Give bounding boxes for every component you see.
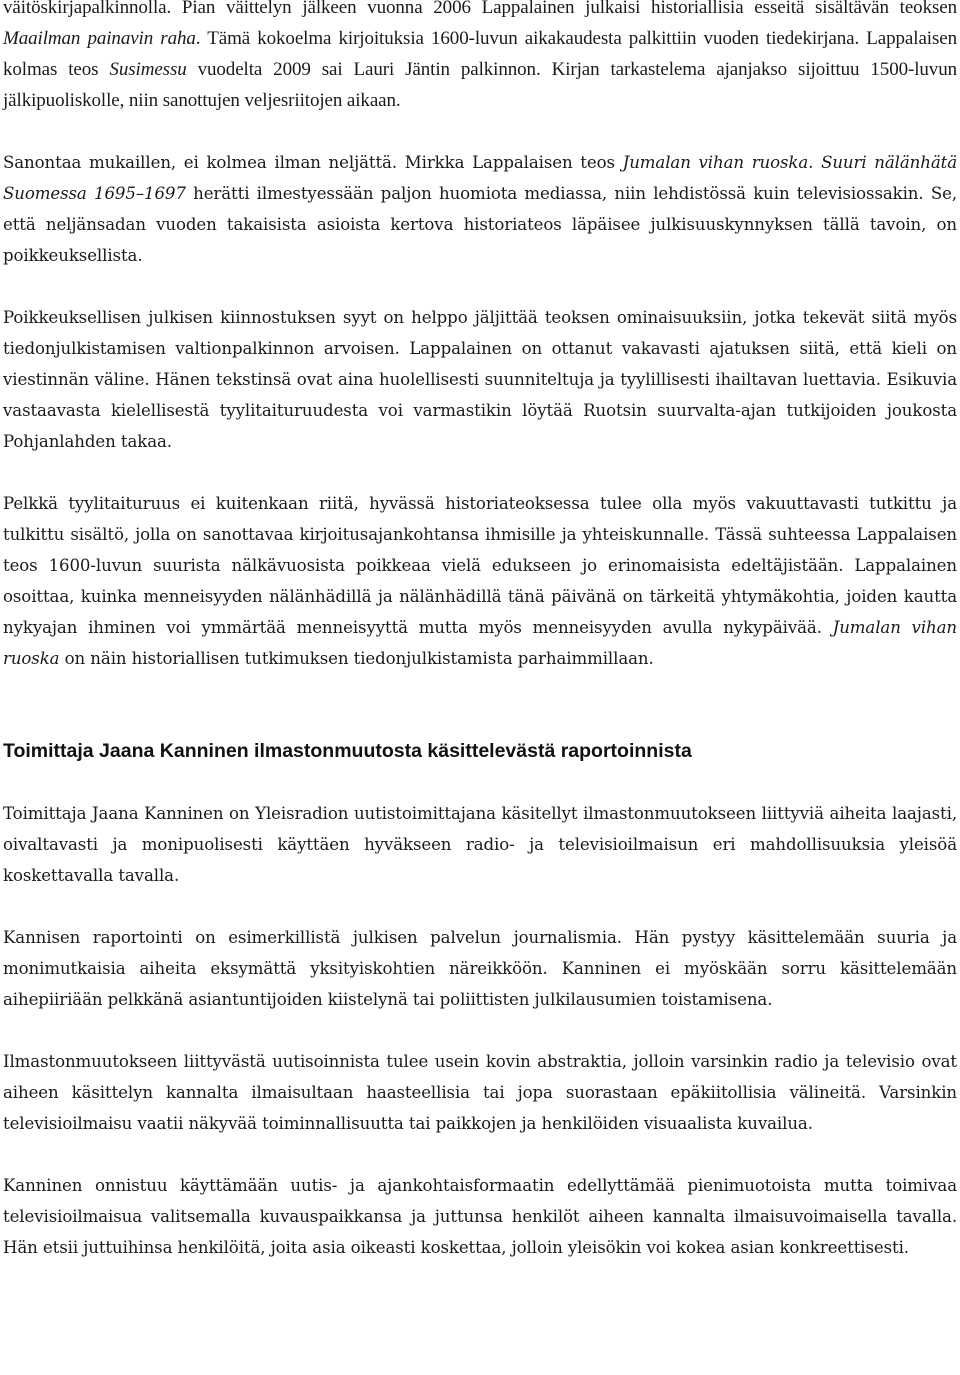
paragraph-gap (3, 1015, 957, 1046)
paragraph-gap (3, 116, 957, 147)
paragraph-kanninen-reporting: Kannisen raportointi on esimerkillistä julkisen palvelun journalismia. Hän pystyy käsittelemään suuria ja monimutkaisia aiheita eksymättä yksityiskohtien näreikköön. Kanninen ei myöskään sorru käsittelemään aihepiiriään pelkkänä asiantuntijoiden kiistelynä tai poliittisten julkilausumien toistamisena. (3, 928, 957, 1009)
text-segment: vuodelta 2009 sai Lauri Jäntin palkinnon. Kirjan tarkastelema ajanjakso sijoittuu 1500-luvun jälkipuoliskolle, niin sanottujen veljesriitojen aikaan. (3, 59, 958, 111)
book-title: Jumalan vihan ruoska (3, 618, 958, 668)
book-title: Jumalan vihan ruoska. Suuri nälänhätä Suomessa 1695–1697 (3, 153, 957, 203)
paragraph-gap (3, 1139, 957, 1170)
text-segment: . Tämä kokoelma kirjoituksia 1600-luvun aikakaudesta palkittiin vuoden tiedekirjana. Lappalaisen kolmas teos (3, 28, 957, 80)
paragraph-lappalainen-works (3, 0, 957, 116)
section-heading: Toimittaja Jaana Kanninen ilmastonmuutosta käsittelevästä raportoinnista (3, 740, 692, 762)
paragraph-gap (3, 767, 957, 798)
paragraph-jumalan-vihan-ruoska (3, 147, 957, 271)
text-segment: Pelkkä tyylitaituruus ei kuitenkaan riitä, hyvässä historiateoksessa tulee olla myös vakuuttavasti tutkittu ja tulkittu sisältö, jolla on sanottavaa kirjoitusajankohtansa ihmisille ja yhteiskunnalle. Tässä suhteessa Lappalaisen teos 1600-luvun suurista nälkävuosista poikkeaa vielä edukseen jo erinomaisista edeltäjistään. Lappalainen osoittaa, kuinka menneisyyden nälänhädillä ja nälänhädillä tänä päivänä on tärkeitä yhtymäkohtia, joiden kautta nykyajan ihminen voi ymmärtää menneisyyttä mutta myös menneisyyden avulla nykypäivää. (3, 494, 957, 637)
paragraph-public-interest: Poikkeuksellisen julkisen kiinnostuksen syyt on helppo jäljittää teoksen ominaisuuksiin, jotka tekevät siitä myös tiedonjulkistamisen valtionpalkinnon arvoisen. Lappalainen on ottanut vakavasti ajatuksen siitä, että kieli on viestinnän väline. Hänen tekstinsä ovat aina huolellisesti suunniteltuja ja tyylillisesti ihailtavan luettavia. Esikuvia vastaavasta kielellisestä tyylitaituruudesta voi varmastikin löytää Ruotsin suurvalta-ajan tutkijoiden joukosta Pohjanlahden takaa. (3, 308, 957, 451)
text-segment: väitöskirjapalkinnolla. Pian väittelyn jälkeen vuonna 2006 Lappalainen julkaisi historiallisia esseitä sisältävän teoksen (3, 0, 957, 18)
book-title: Maailman painavin raha (3, 28, 196, 49)
paragraph-style-and-content (3, 488, 957, 674)
paragraph-gap (3, 891, 957, 922)
text-segment: herätti ilmestyessään paljon huomiota mediassa, niin lehdistössä kuin televisiossakin. Se, että neljänsadan vuoden takaisista asioista kertova historiateos läpäisee julkisuuskynnyksen tällä tavoin, on poikkeuksellista. (3, 184, 957, 265)
book-title: Susimessu (109, 59, 187, 80)
paragraph-climate-news: Ilmastonmuutokseen liittyvästä uutisoinnista tulee usein kovin abstraktia, jolloin varsinkin radio ja televisio ovat aiheen käsittelyn kannalta ilmaisultaan haasteellisia tai jopa suorastaan epäkiitollisia välineitä. Varsinkin televisioilmaisu vaatii näkyvää toiminnallisuutta tai paikkojen ja henkilöiden visuaalista kuvailua. (3, 1052, 957, 1133)
paragraph-gap (3, 271, 957, 302)
text-segment: Sanontaa mukaillen, ei kolmea ilman neljättä. Mirkka Lappalaisen teos (3, 153, 623, 172)
text-segment: on näin historiallisen tutkimuksen tiedonjulkistamista parhaimmillaan. (59, 649, 654, 668)
paragraph-kanninen-intro: Toimittaja Jaana Kanninen on Yleisradion uutistoimittajana käsitellyt ilmastonmuutokseen liittyviä aiheita laajasti, oivaltavasti ja monipuolisesti käyttäen hyväkseen radio- ja televisioilmaisun eri mahdollisuuksia yleisöä koskettavalla tavalla. (3, 804, 957, 885)
paragraph-gap (3, 457, 957, 488)
section-gap (3, 674, 957, 736)
paragraph-kanninen-success: Kanninen onnistuu käyttämään uutis- ja ajankohtaisformaatin edellyttämää pienimuotoista mutta toimivaa televisioilmaisua valitsemalla kuvauspaikkansa ja juttunsa henkilöt aiheen kannalta ilmaisuvoimaisella tavalla. Hän etsii juttuihinsa henkilöitä, joita asia oikeasti koskettaa, jolloin yleisökin voi kokea asian konkreettisesti. (3, 1176, 957, 1257)
document-page (3, 0, 957, 1263)
